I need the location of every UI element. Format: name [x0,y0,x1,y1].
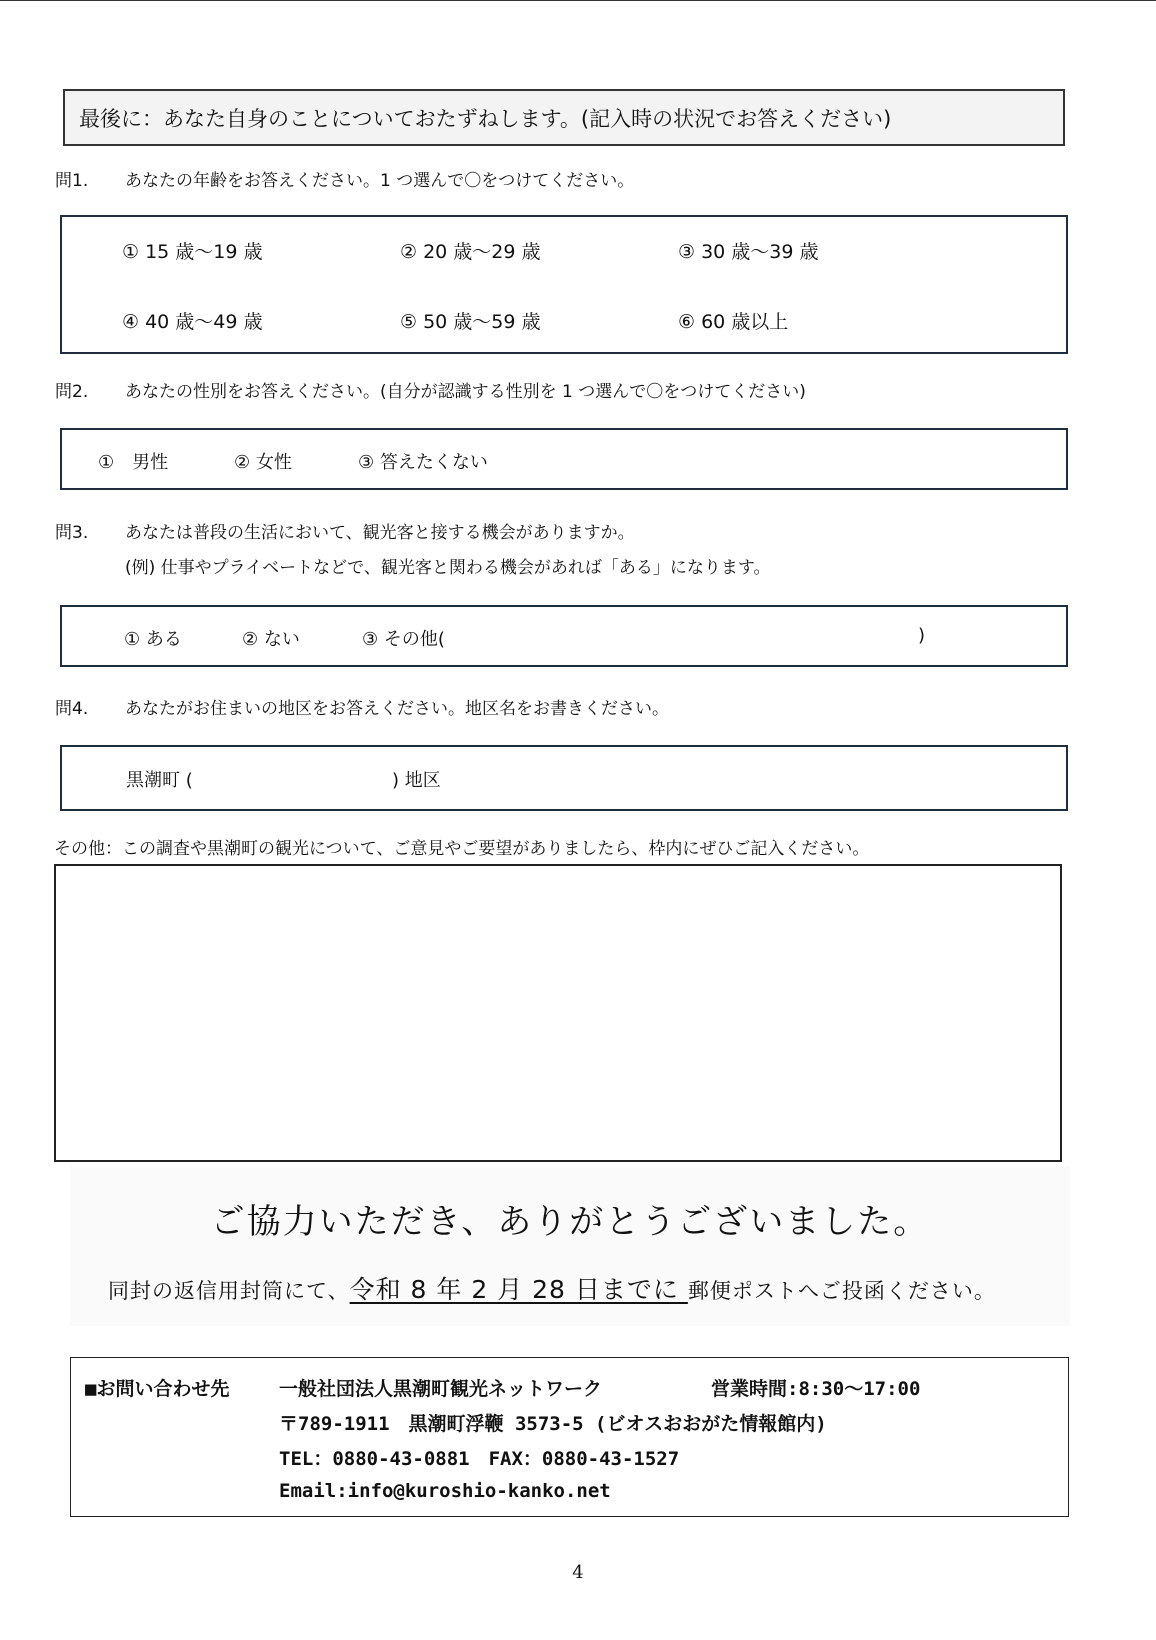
age-options-box [60,215,1068,354]
question-number: 問3. [55,523,89,543]
business-hours: 営業時間:8:30～17:00 [711,1378,921,1400]
contact-option-2[interactable]: ② ない [242,629,300,650]
question-2 [55,377,806,402]
age-option-3[interactable]: ③ 30 歳～39 歳 [678,241,819,263]
return-instructions [108,1270,996,1306]
contact-box [70,1357,1069,1517]
district-suffix: ) 地区 [392,770,441,791]
comments-area[interactable] [54,864,1062,1162]
question-text: あなたがお住まいの地区をお答えください。地区名をお書きください。 [125,699,669,719]
question-1 [55,166,634,191]
instruction-text: 同封の返信用封筒にて、 [108,1279,350,1303]
age-option-5[interactable]: ⑤ 50 歳～59 歳 [400,311,541,333]
thanks-title: ご協力いただき、ありがとうございました。 [210,1202,930,1242]
contact-label: ■お問い合わせ先 [85,1378,230,1400]
age-option-6[interactable]: ⑥ 60 歳以上 [678,311,789,333]
contact-options-box [60,605,1068,667]
instruction-text: 郵便ポストへご投函ください。 [687,1279,996,1303]
email[interactable]: Email:info@kuroshio-kanko.net [279,1480,611,1502]
other-comments-label: その他：この調査や黒潮町の観光について、ご意見やご要望がありましたら、枠内にぜひご記入ください。 [54,839,870,859]
question-number: 問4. [55,699,89,719]
page-number: 4 [572,1562,584,1583]
deadline: 令和 8 年 2 月 28 日までに [349,1275,688,1304]
age-option-4[interactable]: ④ 40 歳～49 歳 [122,311,263,333]
age-option-2[interactable]: ② 20 歳～29 歳 [400,241,541,263]
other-close-paren: ) [918,625,926,646]
district-box [60,745,1068,811]
thanks-section [70,1166,1070,1326]
question-4 [55,694,669,719]
contact-option-1[interactable]: ① ある [124,629,182,650]
gender-option-1[interactable]: ① 男性 [98,452,169,473]
question-3-example: (例) 仕事やプライベートなどで、観光客と関わる機会があれば「ある」になります。 [125,558,771,578]
gender-options-box [60,428,1068,490]
age-option-1[interactable]: ① 15 歳～19 歳 [122,241,263,263]
address: 〒789-1911 黒潮町浮鞭 3573-5 (ビオスおおがた情報館内) [279,1413,827,1435]
gender-option-3[interactable]: ③ 答えたくない [358,452,488,473]
phone-fax: TEL：0880-43-0881 FAX：0880-43-1527 [279,1448,680,1470]
organization: 一般社団法人黒潮町観光ネットワーク [279,1378,603,1400]
question-number: 問2. [55,382,89,402]
top-rule [0,0,1156,1]
district-prefix: 黒潮町 ( [126,770,193,791]
question-text: あなたの性別をお答えください。(自分が認識する性別を 1 つ選んで〇をつけてください) [125,382,806,402]
question-text: あなたは普段の生活において、観光客と接する機会がありますか。 [125,523,635,543]
contact-option-3[interactable]: ③ その他( [362,629,445,650]
question-number: 問1. [55,171,89,191]
question-text: あなたの年齢をお答えください。1 つ選んで〇をつけてください。 [125,171,635,191]
gender-option-2[interactable]: ② 女性 [234,452,292,473]
question-3 [55,518,635,543]
section-header: 最後に：あなた自身のことについておたずねします。(記入時の状況でお答えください) [63,89,1065,146]
